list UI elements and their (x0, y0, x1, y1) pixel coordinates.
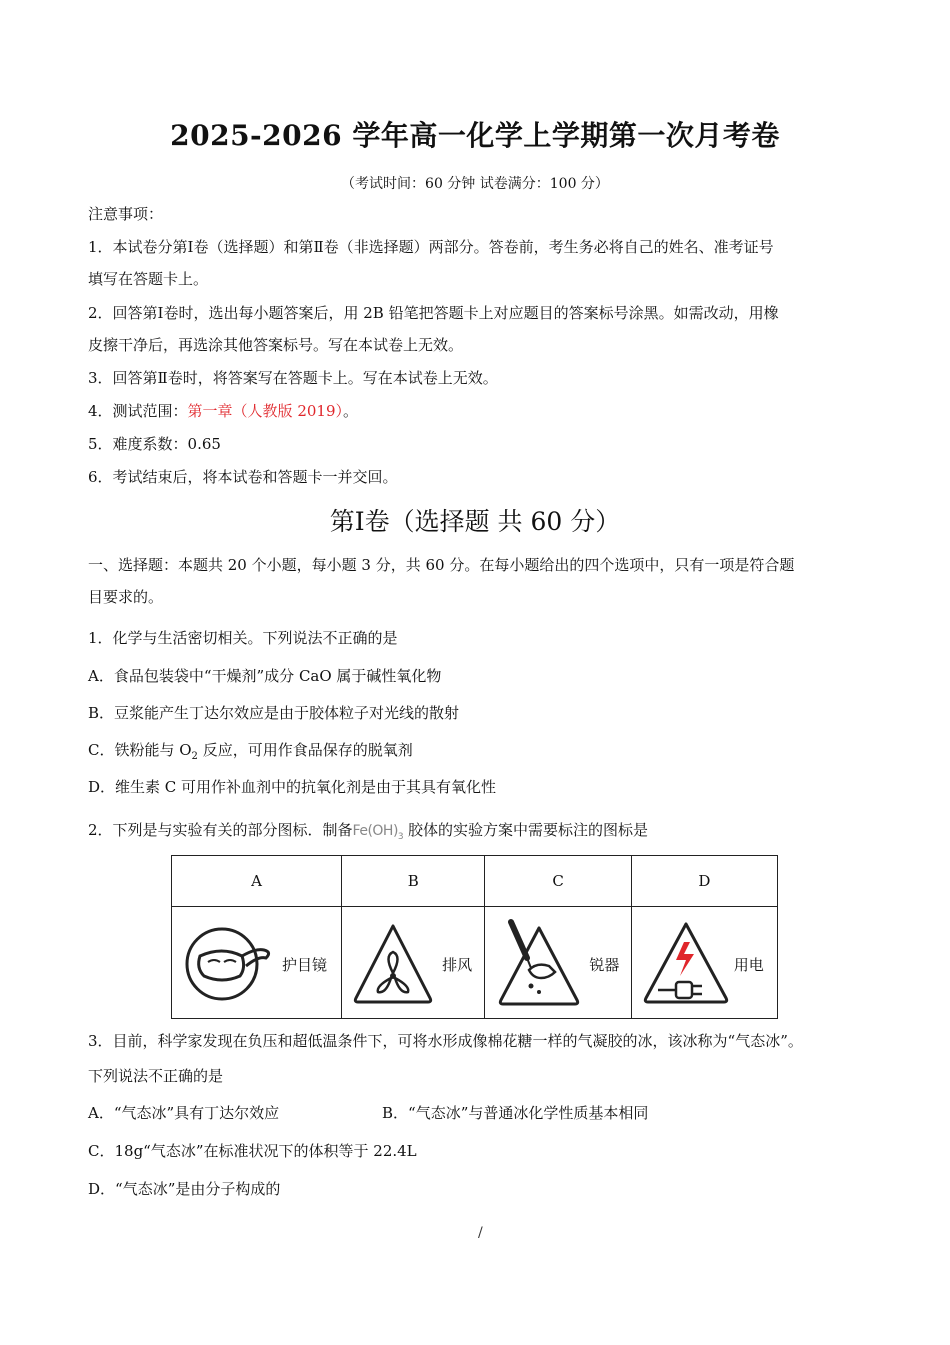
cell-a (172, 907, 342, 1019)
q2-stem-pre: 2．下列是与实验有关的部分图标．制备 (88, 821, 353, 839)
note-2-line-2: 皮擦干净后，再选涂其他答案标号。写在本试卷上无效。 (88, 336, 464, 354)
note-4-prefix: 4．测试范围： (88, 402, 188, 420)
note-4-suffix: 。 (343, 402, 359, 420)
note-1-line-1: 1．本试卷分第Ⅰ卷（选择题）和第Ⅱ卷（非选择题）两部分。答卷前，考生务必将自己的姓名、准考证号 (88, 238, 774, 256)
q2-stem-post: 胶体的实验方案中需要标注的图标是 (407, 821, 648, 839)
label-b: 排风 (442, 955, 473, 974)
q3-option-c: C．18g“气态冰”在标准状况下的体积等于 22.4L (88, 1142, 417, 1160)
header-d: D (631, 856, 777, 907)
q2-formula (352, 823, 404, 842)
cell-d (631, 907, 777, 1019)
header-a: A (172, 856, 342, 907)
notes-heading: 注意事项： (88, 205, 164, 223)
hazard-icon-table (171, 855, 778, 1019)
q2-formula-sub: 3 (397, 831, 404, 842)
section-intro-line-2: 目要求的。 (88, 588, 164, 606)
exam-title: 2025-2026 学年高一化学上学期第一次月考卷 (170, 119, 780, 152)
q1-option-c (88, 740, 413, 763)
q3-option-d: D．“气态冰”是由分子构成的 (88, 1180, 281, 1198)
section-title: 第Ⅰ卷（选择题 共 60 分） (329, 507, 621, 536)
q3-option-b: B．“气态冰”与普通冰化学性质基本相同 (382, 1104, 649, 1122)
label-a: 护目镜 (282, 955, 328, 974)
header-b: B (342, 856, 485, 907)
q1-option-a: A．食品包装袋中“干燥剂”成分 CaO 属于碱性氧化物 (88, 667, 442, 685)
q2-stem (88, 820, 648, 847)
q3-stem-line-1: 3．目前，科学家发现在负压和超低温条件下，可将水形成像棉花糖一样的气凝胶的冰，该冰称为“气态冰”。 (88, 1032, 803, 1050)
q1-option-c-sub: 2 (191, 751, 198, 762)
note-1-line-2: 填写在答题卡上。 (88, 270, 209, 288)
q2-formula-text: Fe(OH) (352, 823, 398, 839)
q3-stem-line-2: 下列说法不正确的是 (88, 1067, 224, 1085)
q1-stem: 1．化学与生活密切相关。下列说法不正确的是 (88, 629, 398, 647)
q1-option-c-pre: C．铁粉能与 O (88, 741, 192, 759)
goggles-icon (184, 922, 274, 1006)
note-4-scope: 第一章（人教版 2019） (187, 402, 343, 420)
cell-b (342, 907, 485, 1019)
q1-option-b: B．豆浆能产生丁达尔效应是由于胶体粒子对光线的散射 (88, 704, 460, 722)
sharp-object-icon (491, 914, 587, 1010)
q1-option-d: D．维生素 C 可用作补血剂中的抗氧化剂是由于其具有氧化性 (88, 778, 497, 796)
electricity-icon (640, 916, 732, 1008)
label-d: 用电 (733, 955, 764, 974)
note-4 (88, 401, 358, 421)
note-2-line-1: 2．回答第Ⅰ卷时，选出每小题答案后，用 2B 铅笔把答题卡上对应题目的答案标号涂黑。如需改动，用橡 (88, 304, 779, 322)
q3-option-a: A．“气态冰”具有丁达尔效应 (88, 1104, 280, 1122)
label-c: 锐器 (589, 955, 620, 974)
fan-icon (350, 920, 436, 1006)
q1-option-c-post: 反应，可用作食品保存的脱氧剂 (197, 741, 413, 759)
note-5: 5．难度系数：0.65 (88, 435, 221, 453)
page-mark: / (478, 1225, 483, 1241)
note-6: 6．考试结束后，将本试卷和答题卡一并交回。 (88, 468, 398, 486)
header-c: C (485, 856, 631, 907)
note-3: 3．回答第Ⅱ卷时，将答案写在答题卡上。写在本试卷上无效。 (88, 369, 498, 387)
section-intro-line-1: 一、选择题：本题共 20 个小题，每小题 3 分，共 60 分。在每小题给出的四个选项中，只有一项是符合题 (88, 556, 795, 574)
exam-subtitle: （考试时间：60 分钟 试卷满分：100 分） (341, 176, 609, 192)
cell-c (485, 907, 631, 1019)
